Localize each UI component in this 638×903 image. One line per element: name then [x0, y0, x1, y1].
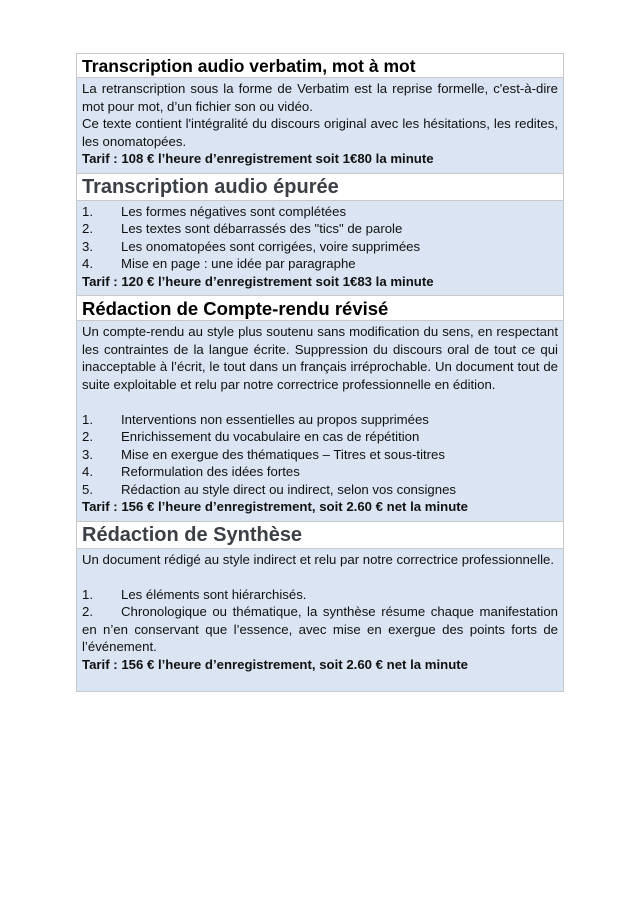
item-number: 1.	[82, 586, 93, 602]
list-item	[82, 586, 558, 604]
tarif-text: Tarif : 120 € l’heure d’enregistrement soit 1€83 la minute	[82, 273, 434, 289]
item-number: 1.	[82, 411, 93, 427]
list-item	[82, 220, 558, 238]
list-item	[82, 603, 558, 656]
list-item	[82, 481, 558, 499]
list-item	[82, 428, 558, 446]
section-title-epuree: Transcription audio épurée	[77, 174, 563, 201]
tarif-text: Tarif : 108 € l’heure d’enregistrement soit 1€80 la minute	[82, 151, 434, 167]
item-text: Enrichissement du vocabulaire en cas de répétition	[121, 429, 420, 445]
tarif-text: Tarif : 156 € l’heure d’enregistrement, soit 2.60 € net la minute	[82, 656, 468, 672]
paragraph: La retranscription sous la forme de Verbatim est la reprise formelle, c'est-à-dire mot pour mot, d’un fichier son ou vidéo.	[82, 81, 558, 114]
section-body-compte-rendu	[77, 321, 563, 522]
list-item	[82, 238, 558, 256]
item-number: 3.	[82, 446, 93, 462]
paragraph: Un document rédigé au style indirect et relu par notre correctrice professionnelle.	[82, 551, 555, 567]
paragraph: Ce texte contient l'intégralité du discours original avec les hésitations, les redites, les onomatopées.	[82, 116, 558, 149]
item-text: Interventions non essentielles au propos supprimées	[121, 411, 429, 427]
item-number: 4.	[82, 256, 93, 272]
item-text: Chronologique ou thématique, la synthèse résume chaque manifestation en n’en conservant que l’essence, avec mise en exergue des points forts de l’événement.	[82, 604, 558, 655]
section-title-verbatim: Transcription audio verbatim, mot à mot	[77, 54, 563, 78]
item-text: Mise en exergue des thématiques – Titres et sous-titres	[121, 446, 445, 462]
item-text: Les formes négatives sont complétées	[121, 203, 347, 219]
section-title-synthese: Rédaction de Synthèse	[77, 522, 563, 549]
item-text: Rédaction au style direct ou indirect, selon vos consignes	[121, 481, 456, 497]
item-number: 2.	[82, 604, 93, 620]
item-number: 3.	[82, 238, 93, 254]
item-text: Reformulation des idées fortes	[121, 464, 300, 480]
list-item	[82, 255, 558, 273]
item-text: Les éléments sont hiérarchisés.	[121, 586, 307, 602]
item-number: 1.	[82, 203, 93, 219]
list-item	[82, 463, 558, 481]
item-number: 2.	[82, 221, 93, 237]
tarif-text: Tarif : 156 € l’heure d’enregistrement, soit 2.60 € net la minute	[82, 499, 468, 515]
item-number: 4.	[82, 464, 93, 480]
item-text: Les textes sont débarrassés des "tics" de parole	[121, 221, 403, 237]
item-number: 2.	[82, 429, 93, 445]
section-body-epuree	[77, 201, 563, 297]
pricing-table	[76, 53, 564, 692]
list-item	[82, 411, 558, 429]
paragraph: Un compte-rendu au style plus soutenu sans modification du sens, en respectant les contraintes de la langue écrite. Suppression du discours oral de tout ce qui inacceptable à l’écrit, le tout dans un français irréprochable. Un document tout de suite exploitable et relu par notre correctrice professionnelle en édition.	[82, 324, 558, 392]
list-item	[82, 446, 558, 464]
item-text: Les onomatopées sont corrigées, voire supprimées	[121, 238, 421, 254]
item-number: 5.	[82, 481, 93, 497]
section-title-compte-rendu: Rédaction de Compte-rendu révisé	[77, 296, 563, 321]
item-text: Mise en page : une idée par paragraphe	[121, 256, 356, 272]
section-body-synthese	[77, 549, 563, 692]
list-item	[82, 203, 558, 221]
section-body-verbatim	[77, 78, 563, 174]
